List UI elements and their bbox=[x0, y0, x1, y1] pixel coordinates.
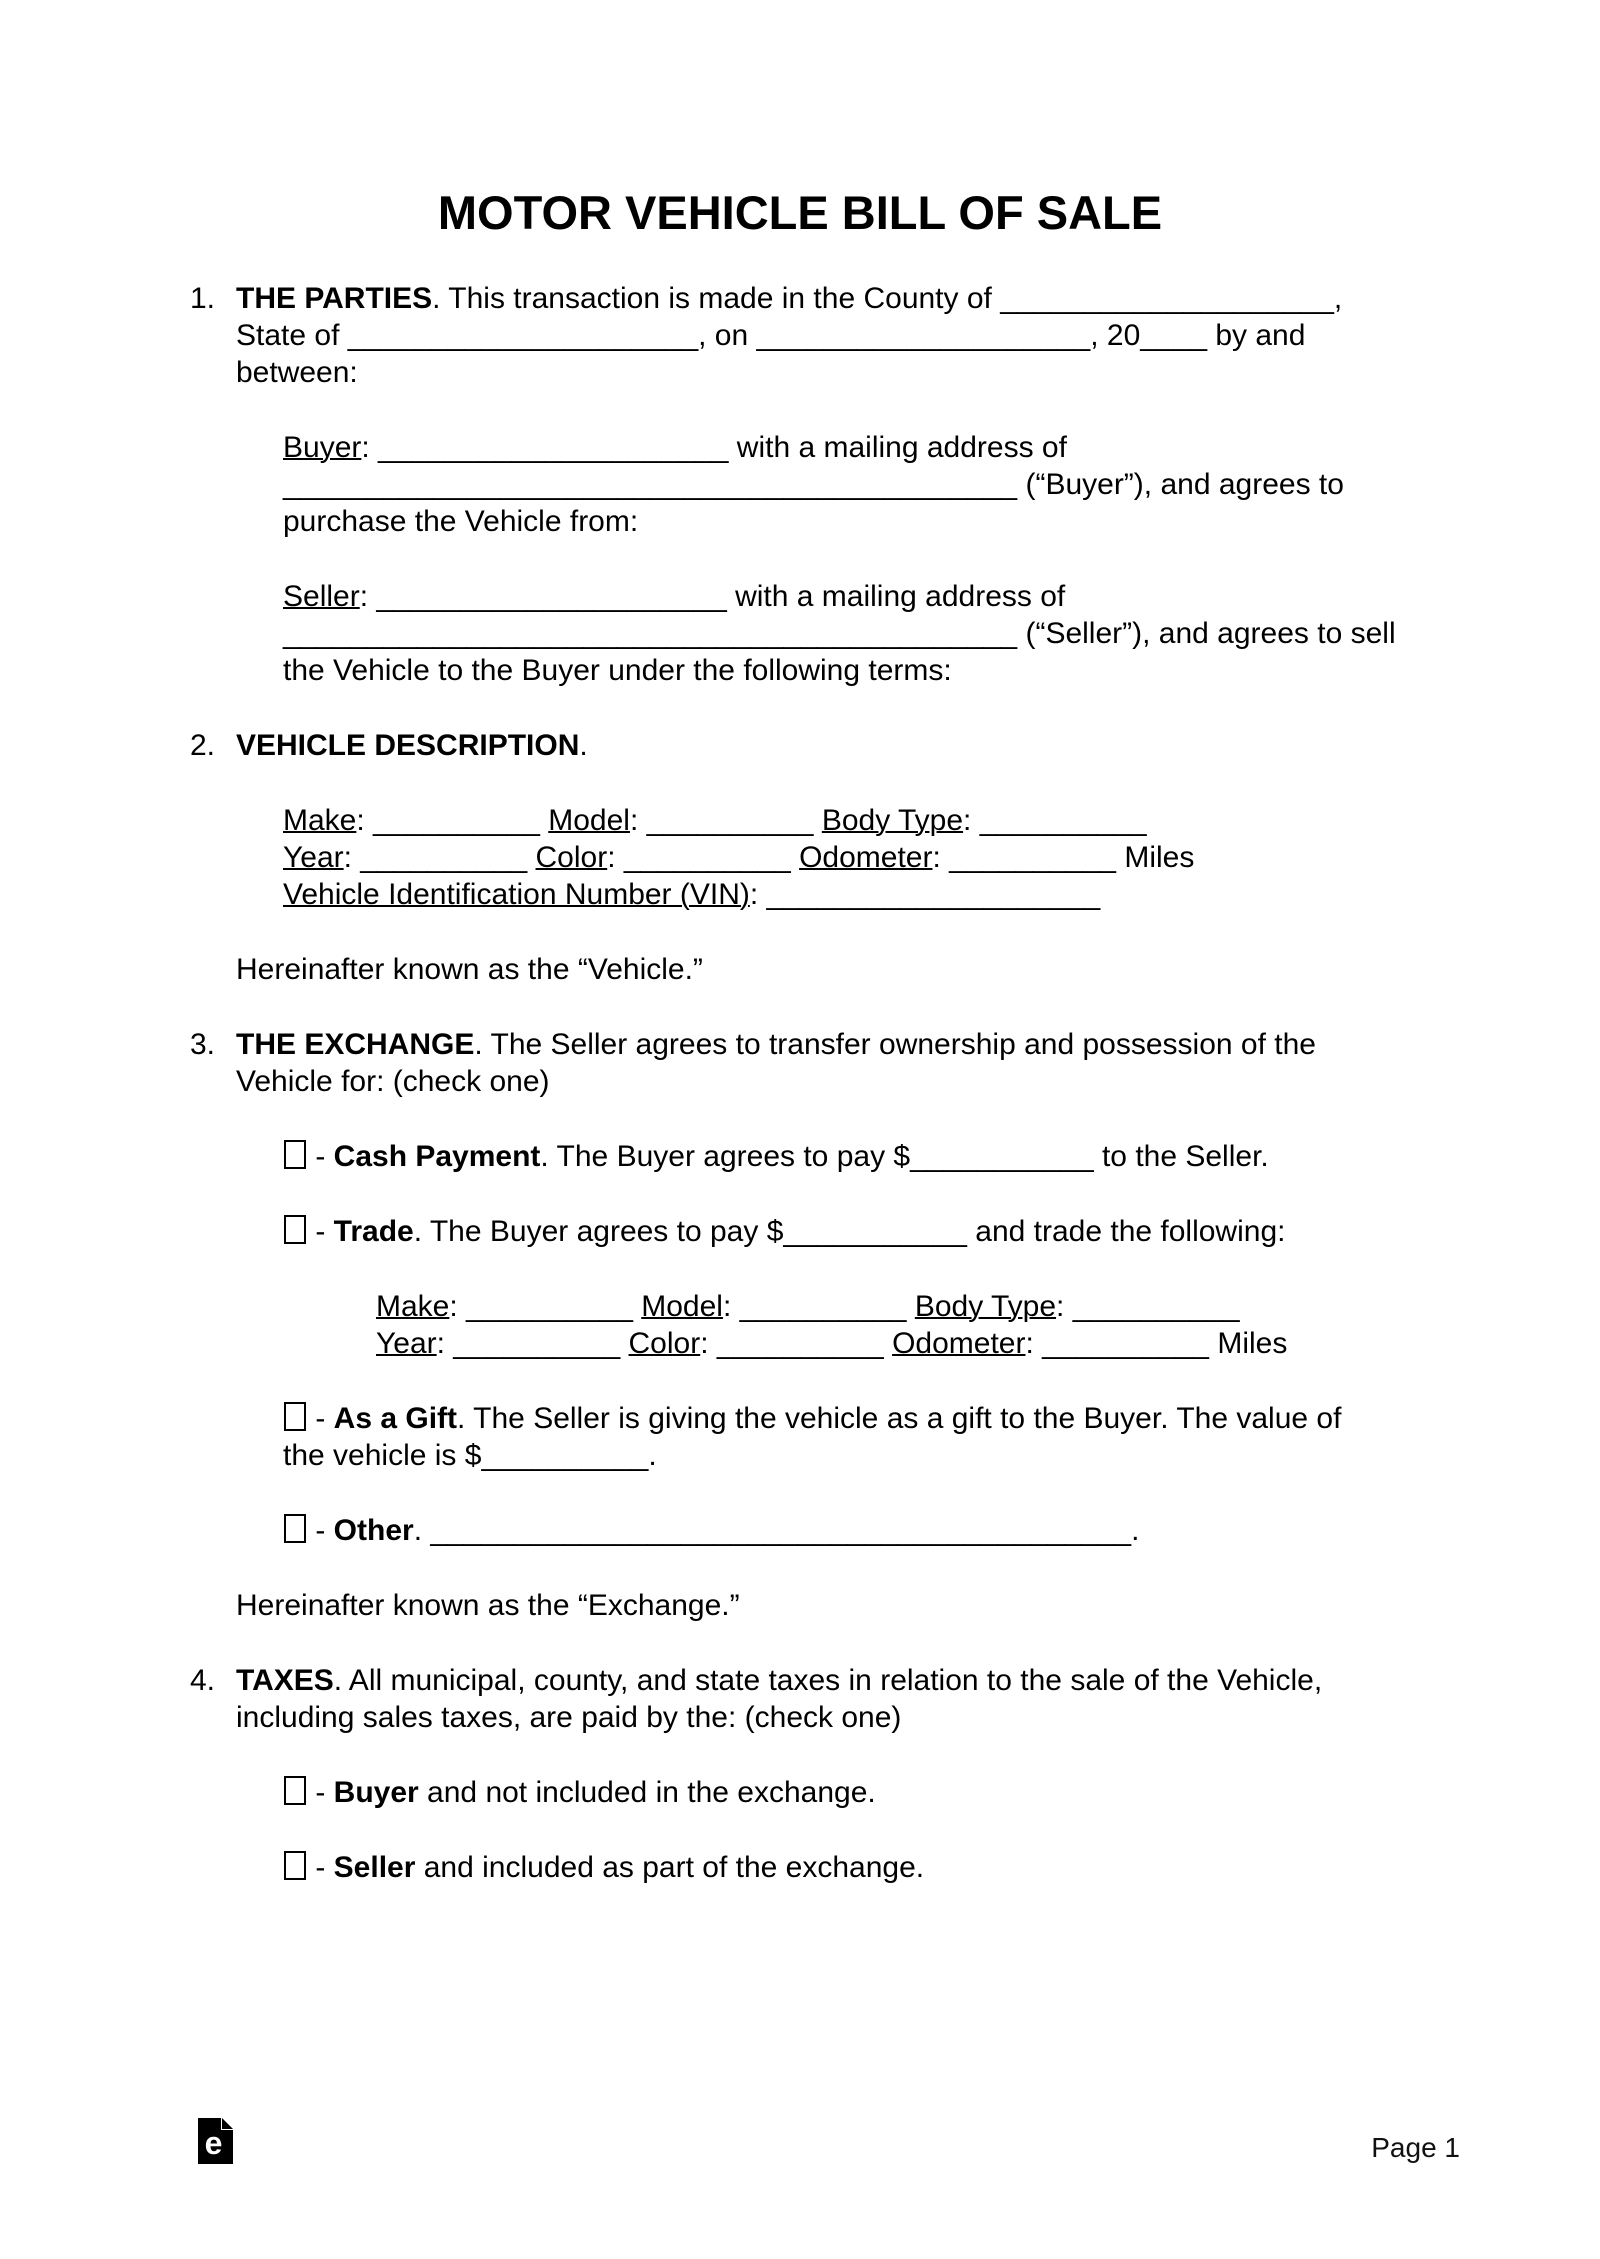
text-run: Trade bbox=[333, 1215, 414, 1248]
option-taxes-seller bbox=[283, 1849, 1466, 1886]
text-run: - bbox=[307, 1402, 334, 1435]
text-run: Year bbox=[283, 841, 344, 874]
text-run: Make bbox=[283, 804, 357, 837]
text-run: Vehicle Identification Number (VIN) bbox=[283, 878, 750, 911]
option-as-a-gift bbox=[283, 1400, 1466, 1474]
checkbox-other[interactable] bbox=[284, 1514, 306, 1543]
text-run: the Vehicle to the Buyer under the following terms: bbox=[283, 654, 952, 687]
text-run: Miles bbox=[1116, 841, 1195, 874]
text-run: Odometer bbox=[892, 1327, 1026, 1360]
text-run: . The Buyer agrees to pay $ bbox=[540, 1140, 911, 1173]
blank-odometer[interactable]: __________ bbox=[949, 841, 1116, 874]
text-run: State of bbox=[236, 319, 348, 352]
text-run: to the Seller. bbox=[1093, 1140, 1269, 1173]
seller-paragraph bbox=[283, 578, 1466, 689]
section-3-the-exchange bbox=[190, 1026, 1466, 1100]
text-run: Miles bbox=[1209, 1327, 1288, 1360]
text-run: - bbox=[307, 1851, 334, 1884]
document-body bbox=[190, 280, 1466, 1886]
text-run: between: bbox=[236, 356, 358, 389]
text-run: : bbox=[963, 804, 980, 837]
blank-color[interactable]: __________ bbox=[623, 841, 791, 874]
document-title: MOTOR VEHICLE BILL OF SALE bbox=[437, 186, 1163, 239]
text-run: including sales taxes, are paid by the: (check one) bbox=[236, 1701, 902, 1734]
section-1-the-parties bbox=[190, 280, 1466, 391]
text-run: : bbox=[436, 1327, 454, 1360]
text-run: Color bbox=[535, 841, 608, 874]
text-run: . bbox=[648, 1439, 657, 1472]
text-run: with a mailing address of bbox=[726, 580, 1066, 613]
blank-seller-address[interactable]: ____________________________________________ bbox=[283, 617, 1018, 650]
text-run bbox=[791, 841, 799, 874]
option-cash-payment bbox=[283, 1138, 1466, 1175]
text-run: . This transaction is made in the County of bbox=[432, 282, 1001, 315]
option-other bbox=[283, 1512, 1466, 1549]
text-run: Buyer bbox=[283, 431, 362, 464]
text-run: : bbox=[749, 878, 767, 911]
text-run: the vehicle is $ bbox=[283, 1439, 482, 1472]
buyer-paragraph bbox=[283, 429, 1466, 540]
text-run: Year bbox=[376, 1327, 437, 1360]
text-run bbox=[527, 841, 535, 874]
text-run: : bbox=[722, 1290, 740, 1323]
text-run: : bbox=[359, 580, 377, 613]
text-run: : bbox=[1025, 1327, 1043, 1360]
text-run: : bbox=[700, 1327, 717, 1360]
text-run: : bbox=[629, 804, 647, 837]
text-run: Odometer bbox=[799, 841, 933, 874]
section-4-taxes bbox=[190, 1662, 1466, 1736]
text-run: TAXES bbox=[236, 1664, 334, 1697]
text-run: : bbox=[361, 431, 379, 464]
blank-make[interactable]: __________ bbox=[373, 804, 540, 837]
text-run bbox=[633, 1290, 641, 1323]
text-run: : bbox=[932, 841, 950, 874]
blank-year[interactable]: ____ bbox=[1140, 319, 1208, 352]
text-run: , bbox=[1333, 282, 1343, 315]
blank-other-description[interactable]: __________________________________________ bbox=[430, 1514, 1132, 1547]
blank-gift-value[interactable]: __________ bbox=[481, 1439, 649, 1472]
text-run: - bbox=[307, 1514, 334, 1547]
hereinafter-exchange bbox=[236, 1587, 1466, 1624]
text-run: , 20 bbox=[1090, 319, 1141, 352]
text-run: : bbox=[356, 804, 374, 837]
option-taxes-buyer bbox=[283, 1774, 1466, 1811]
blank-buyer-name[interactable]: _____________________ bbox=[378, 431, 729, 464]
text-run: Buyer bbox=[333, 1776, 419, 1809]
blank-trade-year[interactable]: __________ bbox=[453, 1327, 621, 1360]
text-run: Hereinafter known as the “Exchange.” bbox=[236, 1589, 740, 1622]
blank-body-type[interactable]: __________ bbox=[979, 804, 1147, 837]
text-run: - bbox=[307, 1215, 334, 1248]
blank-county[interactable]: ____________________ bbox=[1000, 282, 1334, 315]
text-run: : bbox=[449, 1290, 467, 1323]
text-run: Make bbox=[376, 1290, 450, 1323]
page-number: Page 1 bbox=[1371, 2132, 1460, 2163]
text-run: THE EXCHANGE bbox=[236, 1028, 475, 1061]
text-run: : bbox=[607, 841, 624, 874]
checkbox-as-a-gift[interactable] bbox=[284, 1402, 306, 1431]
trade-vehicle-fields bbox=[376, 1288, 1466, 1362]
section-2-vehicle-description bbox=[190, 727, 1466, 764]
text-run: Other bbox=[333, 1514, 414, 1547]
text-run: Vehicle for: (check one) bbox=[236, 1065, 550, 1098]
text-run: Color bbox=[628, 1327, 701, 1360]
text-run bbox=[813, 804, 821, 837]
text-run: with a mailing address of bbox=[728, 431, 1067, 464]
text-run: VEHICLE DESCRIPTION bbox=[236, 729, 580, 762]
text-run: and not included in the exchange. bbox=[418, 1776, 876, 1809]
blank-date[interactable]: ____________________ bbox=[756, 319, 1091, 352]
text-run: Body Type bbox=[821, 804, 964, 837]
text-run: . The Seller agrees to transfer ownership and possession of the bbox=[474, 1028, 1316, 1061]
blank-trade-amount[interactable]: ___________ bbox=[783, 1215, 967, 1248]
blank-model[interactable]: __________ bbox=[646, 804, 814, 837]
text-run: - bbox=[307, 1776, 334, 1809]
text-run: Model bbox=[641, 1290, 723, 1323]
text-run: purchase the Vehicle from: bbox=[283, 505, 639, 538]
text-run: . bbox=[579, 729, 588, 762]
text-run: - bbox=[307, 1140, 334, 1173]
logo-letter: e bbox=[204, 2125, 223, 2161]
text-run: Cash Payment bbox=[333, 1140, 541, 1173]
text-run bbox=[884, 1327, 892, 1360]
text-run: Seller bbox=[333, 1851, 416, 1884]
text-run: , on bbox=[698, 319, 757, 352]
text-run: . bbox=[1131, 1514, 1140, 1547]
text-run: : bbox=[1056, 1290, 1073, 1323]
section-4-taxes-number: 4. bbox=[190, 1664, 216, 1697]
text-run bbox=[620, 1327, 628, 1360]
text-run: . The Buyer agrees to pay $ bbox=[413, 1215, 784, 1248]
blank-trade-odometer[interactable]: __________ bbox=[1042, 1327, 1209, 1360]
option-trade bbox=[283, 1213, 1466, 1250]
text-run bbox=[906, 1290, 914, 1323]
text-run: . The Seller is giving the vehicle as a gift to the Buyer. The value of bbox=[457, 1402, 1342, 1435]
text-run: and included as part of the exchange. bbox=[415, 1851, 925, 1884]
text-run: by and bbox=[1207, 319, 1306, 352]
section-1-the-parties-number: 1. bbox=[190, 282, 216, 315]
blank-vin[interactable]: ____________________ bbox=[766, 878, 1101, 911]
blank-trade-model[interactable]: __________ bbox=[739, 1290, 907, 1323]
vehicle-fields bbox=[283, 802, 1466, 913]
blank-trade-color[interactable]: __________ bbox=[716, 1327, 884, 1360]
text-run: Hereinafter known as the “Vehicle.” bbox=[236, 953, 703, 986]
blank-state[interactable]: _____________________ bbox=[347, 319, 699, 352]
blank-trade-make[interactable]: __________ bbox=[466, 1290, 633, 1323]
checkbox-taxes-seller[interactable] bbox=[284, 1851, 306, 1880]
checkbox-taxes-buyer[interactable] bbox=[284, 1776, 306, 1805]
blank-vehicle-year[interactable]: __________ bbox=[360, 841, 528, 874]
text-run: Seller bbox=[283, 580, 360, 613]
checkbox-trade[interactable] bbox=[284, 1215, 306, 1244]
text-run: As a Gift bbox=[333, 1402, 458, 1435]
eforms-logo[interactable] bbox=[198, 2118, 233, 2164]
text-run: THE PARTIES bbox=[236, 282, 433, 315]
text-run: and trade the following: bbox=[966, 1215, 1286, 1248]
document-page bbox=[0, 186, 1600, 2163]
text-run: (“Buyer”), and agrees to bbox=[1017, 468, 1344, 501]
text-run: Model bbox=[548, 804, 630, 837]
text-run bbox=[540, 804, 548, 837]
checkbox-cash-payment[interactable] bbox=[284, 1140, 306, 1169]
text-run: (“Seller”), and agrees to sell bbox=[1017, 617, 1396, 650]
blank-trade-body-type[interactable]: __________ bbox=[1072, 1290, 1240, 1323]
text-run: . All municipal, county, and state taxes in relation to the sale of the Vehicle, bbox=[333, 1664, 1323, 1697]
blank-buyer-address[interactable]: ____________________________________________ bbox=[283, 468, 1018, 501]
text-run: Body Type bbox=[914, 1290, 1057, 1323]
section-3-the-exchange-number: 3. bbox=[190, 1028, 216, 1061]
hereinafter-vehicle bbox=[236, 951, 1466, 988]
section-2-vehicle-description-number: 2. bbox=[190, 729, 216, 762]
blank-seller-name[interactable]: _____________________ bbox=[376, 580, 727, 613]
text-run: : bbox=[343, 841, 361, 874]
text-run: . bbox=[413, 1514, 431, 1547]
blank-cash-amount[interactable]: ___________ bbox=[910, 1140, 1094, 1173]
